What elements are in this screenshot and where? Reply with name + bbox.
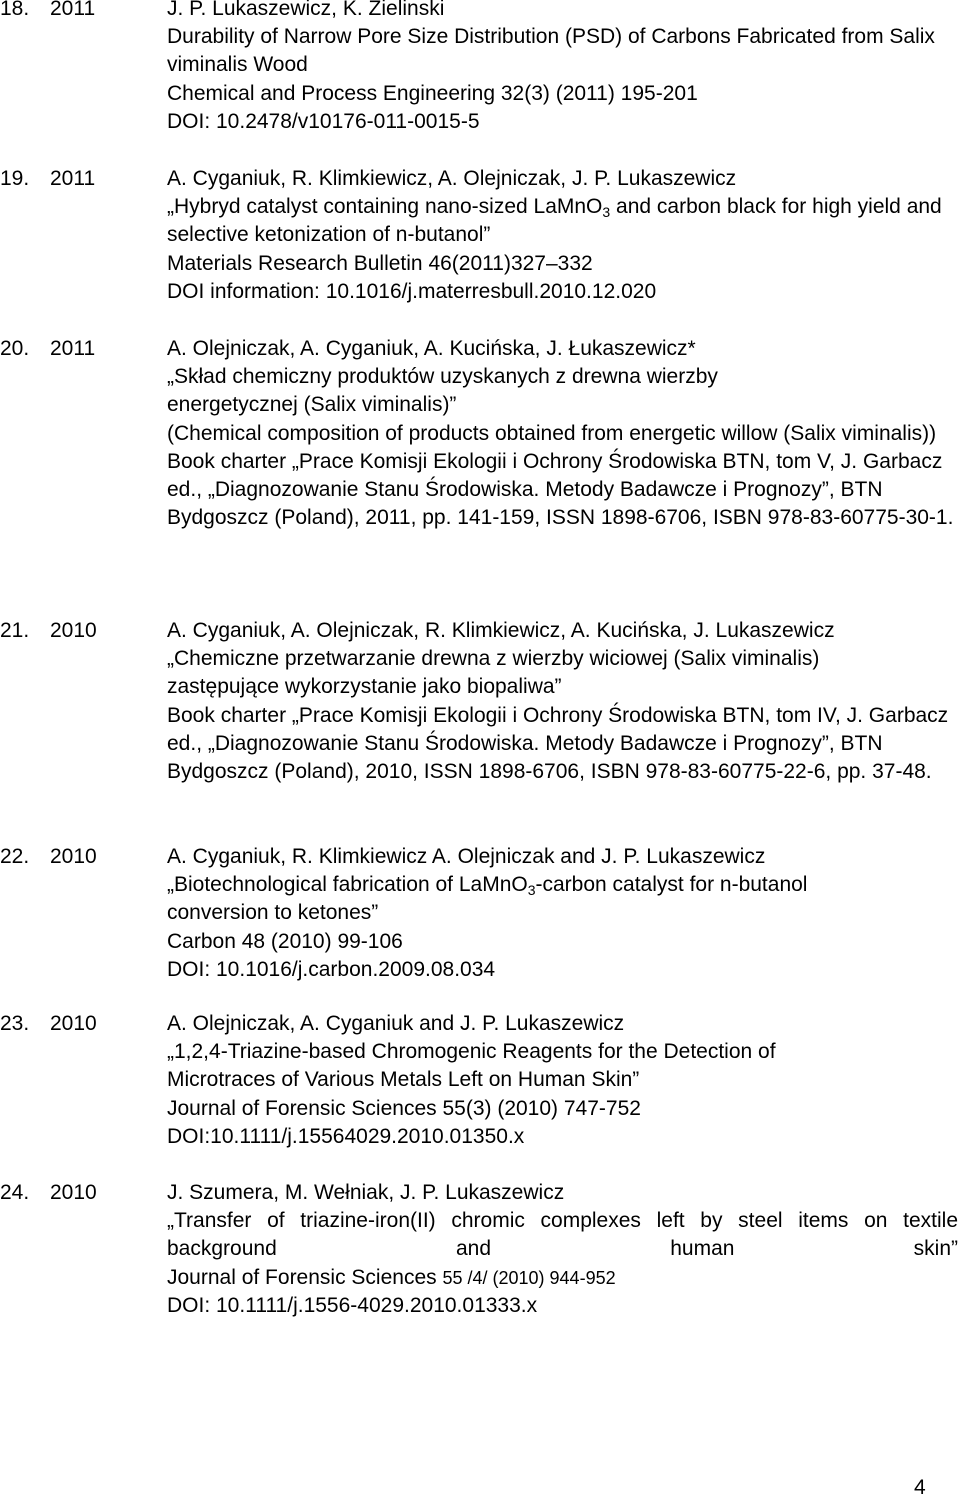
entry-doi: DOI: 10.2478/v10176-011-0015-5 bbox=[167, 109, 480, 133]
entry-year: 2011 bbox=[50, 0, 96, 20]
entry-year: 2011 bbox=[50, 337, 96, 360]
entry-source: Carbon 48 (2010) 99-106 bbox=[167, 929, 403, 953]
entry-source: Materials Research Bulletin 46(2011)327–332 bbox=[167, 251, 593, 275]
entry-title-line-2: conversion to ketones” bbox=[167, 901, 379, 925]
entry-authors: J. Szumera, M. Wełniak, J. P. Lukaszewicz bbox=[167, 1181, 565, 1204]
entry-title-line-1: „Chemiczne przetwarzanie drewna z wierzby wiciowej (Salix viminalis) bbox=[167, 647, 820, 671]
entry-authors: A. Cyganiuk, R. Klimkiewicz A. Olejniczak and J. P. Lukaszewicz bbox=[167, 845, 766, 868]
entry-year: 2010 bbox=[50, 619, 97, 642]
entry-title-line-2: Microtraces of Various Metals Left on Human Skin” bbox=[167, 1068, 640, 1092]
entry-doi: DOI information: 10.1016/j.materresbull.2010.12.020 bbox=[167, 279, 657, 303]
entry-book: Book charter „Prace Komisji Ekologii i Ochrony Środowiska BTN, tom IV, J. Garbacz ed., „Diagnozowanie Stanu Środowiska. Metody Badawcze i Prognozy”, BTN Bydgoszcz (Poland), 2010, ISSN 1898-6706, ISBN 978-83-60775-22-6, pp. 37-48. bbox=[167, 703, 949, 784]
page-number: 4 bbox=[914, 1476, 926, 1499]
entry-doi: DOI:10.1111/j.15564029.2010.01350.x bbox=[167, 1124, 525, 1148]
entry-title-line-1: „Biotechnological fabrication of LaMnO$_3$-carbon catalyst for n-butanol bbox=[167, 873, 808, 899]
entry-title: „Transfer of triazine-iron(II) chromic complexes left by steel items on textile background and human skin” bbox=[167, 1209, 958, 1261]
entry-translation: (Chemical composition of products obtained from energetic willow (Salix viminalis)) bbox=[167, 421, 937, 445]
entry-year: 2010 bbox=[50, 845, 97, 868]
entry-doi: DOI: 10.1111/j.1556-4029.2010.01333.x bbox=[167, 1293, 538, 1317]
entry-source: Journal of Forensic Sciences 55 /4/ (2010) 944-952 bbox=[167, 1265, 616, 1289]
entry-authors: A. Cyganiuk, A. Olejniczak, R. Klimkiewicz, A. Kucińska, J. Lukaszewicz bbox=[167, 619, 835, 642]
entry-year: 2010 bbox=[50, 1181, 97, 1204]
entry-number: 20. bbox=[0, 337, 30, 360]
entry-title-line-2: zastępujące wykorzystanie jako biopaliwa” bbox=[167, 675, 562, 699]
entry-number: 23. bbox=[0, 1012, 30, 1035]
entry-title-line-2: energetycznej (Salix viminalis)” bbox=[167, 393, 457, 417]
entry-source: Chemical and Process Engineering 32(3) (2011) 195-201 bbox=[167, 81, 698, 105]
entry-authors: A. Olejniczak, A. Cyganiuk and J. P. Lukaszewicz bbox=[167, 1012, 625, 1035]
entry-number: 18. bbox=[0, 0, 30, 20]
entry-book: Book charter „Prace Komisji Ekologii i Ochrony Środowiska BTN, tom V, J. Garbacz ed., „Diagnozowanie Stanu Środowiska. Metody Badawcze i Prognozy”, BTN Bydgoszcz (Poland), 2011, pp. 141-159, ISSN 1898-6706, ISBN 978-83-60775-30-1. bbox=[167, 449, 954, 530]
entry-number: 19. bbox=[0, 167, 30, 190]
entry-authors: J. P. Lukaszewicz, K. Zielinski bbox=[167, 0, 445, 20]
entry-number: 22. bbox=[0, 845, 30, 868]
entry-title-line-1: „Skład chemiczny produktów uzyskanych z drewna wierzby bbox=[167, 365, 718, 389]
entry-source: Journal of Forensic Sciences 55(3) (2010) 747-752 bbox=[167, 1096, 641, 1120]
entry-title: „Hybryd catalyst containing nano-sized LaMnO$_3$ and carbon black for high yield and selective ketonization of n-butanol” bbox=[167, 195, 942, 247]
entry-title-line-1: „1,2,4-Triazine-based Chromogenic Reagents for the Detection of bbox=[167, 1040, 776, 1064]
entry-authors: A. Cyganiuk, R. Klimkiewicz, A. Olejniczak, J. P. Lukaszewicz bbox=[167, 167, 737, 190]
entry-number: 21. bbox=[0, 619, 30, 642]
entry-doi: DOI: 10.1016/j.carbon.2009.08.034 bbox=[167, 957, 496, 981]
entry-title: Durability of Narrow Pore Size Distribution (PSD) of Carbons Fabricated from Salix viminalis Wood bbox=[167, 25, 935, 77]
entry-authors: A. Olejniczak, A. Cyganiuk, A. Kucińska, J. Łukaszewicz* bbox=[167, 337, 696, 360]
entry-number: 24. bbox=[0, 1181, 30, 1204]
entry-year: 2010 bbox=[50, 1012, 97, 1035]
entry-year: 2011 bbox=[50, 167, 96, 190]
